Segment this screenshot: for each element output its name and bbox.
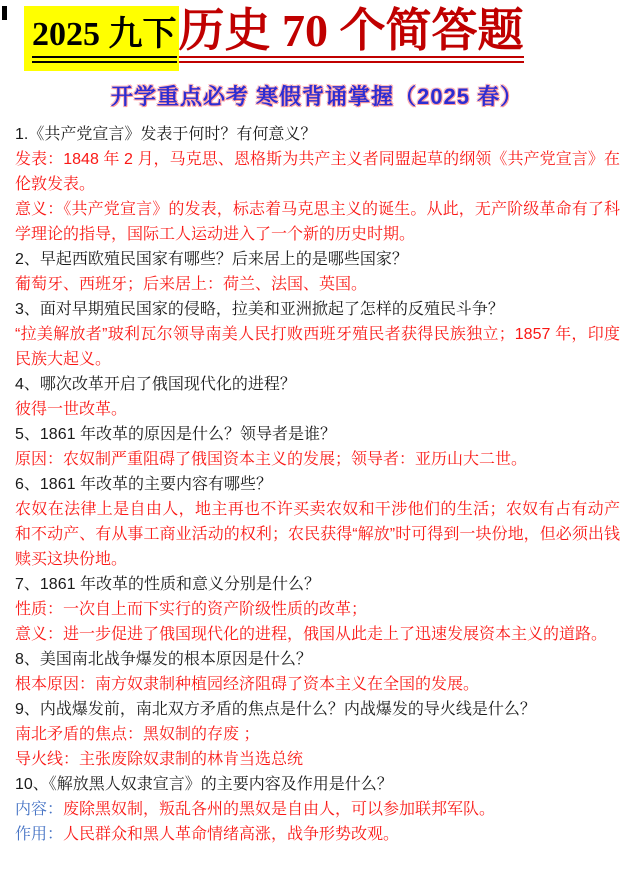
- answer-1a: 发表：1848 年 2 月，马克思、恩格斯为共产主义者同盟起草的纲领《共产党宣言》在伦敦发表。: [15, 151, 620, 193]
- answer-1b: 意义：《共产党宣言》的发表，标志着马克思主义的诞生。从此，无产阶级革命有了科学理论的指导，国际工人运动进入了一个新的历史时期。: [15, 201, 620, 243]
- question-7: 7、1861 年改革的性质和意义分别是什么？: [15, 576, 320, 593]
- question-6: 6、1861 年改革的主要内容有哪些？: [15, 476, 272, 493]
- question-9: 9、内战爆发前，南北双方矛盾的焦点是什么？内战爆发的导火线是什么？: [15, 701, 536, 718]
- answer-3: “拉美解放者”玻利瓦尔领导南美人民打败西班牙殖民者获得民族独立；1857 年，印度民族大起义。: [15, 326, 620, 368]
- question-5: 5、1861 年改革的原因是什么？领导者是谁？: [15, 426, 336, 443]
- title-highlight-box: [24, 6, 179, 71]
- study-sheet-page: [0, 6, 634, 870]
- border-corner-mark: [2, 6, 7, 20]
- question-1: 1.《共产党宣言》发表于何时？有何意义？: [15, 126, 317, 143]
- question-8: 8、美国南北战争爆发的根本原因是什么？: [15, 651, 312, 668]
- question-answer-list: [0, 122, 634, 847]
- answer-7a: 性质：一次自上而下实行的资产阶级性质的改革；: [15, 601, 368, 618]
- answer-10a-text: 废除黑奴制，叛乱各州的黑奴是自由人，可以参加联邦军队。: [63, 801, 496, 818]
- answer-10b-label: 作用：: [15, 826, 64, 843]
- answer-10b-text: 人民群众和黑人革命情绪高涨，战争形势改观。: [63, 826, 400, 843]
- question-4: 4、哪次改革开启了俄国现代化的进程？: [15, 376, 296, 393]
- title-highlight-text: 2025 九下: [32, 18, 177, 63]
- page-subtitle: 开学重点必考 寒假背诵掌握（2025 春）: [110, 84, 524, 109]
- answer-10a-label: 内容：: [15, 801, 64, 818]
- answer-7b: 意义：进一步促进了俄国现代化的进程，俄国从此走上了迅速发展资本主义的道路。: [15, 626, 608, 643]
- page-title: [24, 6, 634, 71]
- answer-6: 农奴在法律上是自由人，地主再也不许买卖农奴和干涉他们的生活；农奴有占有动产和不动产、有从事工商业活动的权利；农民获得“解放”时可得到一块份地，但必须出钱赎买这块份地。: [15, 501, 620, 568]
- answer-2: 葡萄牙、西班牙；后来居上：荷兰、法国、英国。: [15, 276, 368, 293]
- question-3: 3、面对早期殖民国家的侵略，拉美和亚洲掀起了怎样的反殖民斗争？: [15, 301, 504, 318]
- question-2: 2、早起西欧殖民国家有哪些？后来居上的是哪些国家？: [15, 251, 408, 268]
- answer-4: 彼得一世改革。: [15, 401, 128, 418]
- answer-9a: 南北矛盾的焦点：黑奴制的存废 ；: [15, 726, 260, 743]
- title-main-text: 历史 70 个简答题: [179, 8, 524, 63]
- answer-8: 根本原因：南方奴隶制种植园经济阻碍了资本主义在全国的发展。: [15, 676, 480, 693]
- question-10: 10、《解放黑人奴隶宣言》的主要内容及作用是什么？: [15, 776, 393, 793]
- answer-10b: [15, 822, 620, 847]
- answer-5: 原因：农奴制严重阻碍了俄国资本主义的发展；领导者：亚历山大二世。: [15, 451, 528, 468]
- answer-9b: 导火线：主张废除奴隶制的林肯当选总统: [15, 751, 304, 768]
- answer-10a: [15, 797, 620, 822]
